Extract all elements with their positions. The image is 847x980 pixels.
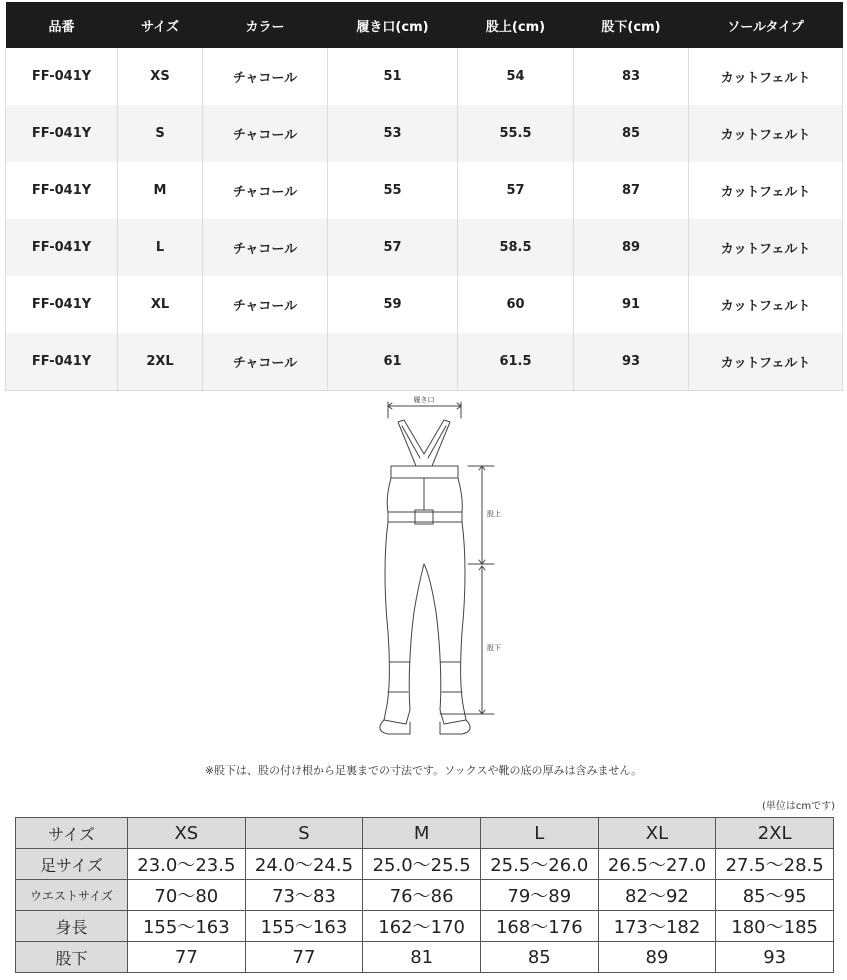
spec-cell: 91 [574, 276, 689, 333]
size-cell: 168～176 [480, 911, 598, 942]
spec-cell: 61 [328, 333, 458, 391]
spec-cell: 2XL [118, 333, 203, 391]
row-label: ウエストサイズ [16, 880, 128, 911]
spec-cell: 59 [328, 276, 458, 333]
spec-cell: 89 [574, 219, 689, 276]
table-row [16, 911, 834, 942]
spec-cell: カットフェルト [689, 162, 843, 219]
spec-cell: カットフェルト [689, 276, 843, 333]
table-row [6, 333, 843, 391]
size-cell: 76～86 [363, 880, 481, 911]
table-row [16, 942, 834, 973]
spec-cell: カットフェルト [689, 48, 843, 105]
spec-cell: FF-041Y [6, 162, 118, 219]
size-cell: 162～170 [363, 911, 481, 942]
spec-cell: L [118, 219, 203, 276]
spec-cell: チャコール [203, 48, 328, 105]
size-cell: 180～185 [716, 911, 834, 942]
spec-header-cell: ソールタイプ [689, 2, 843, 48]
size-cell: 82～92 [598, 880, 716, 911]
row-label: 股下 [16, 942, 128, 973]
size-cell: 27.5～28.5 [716, 849, 834, 880]
inseam-label: 股下 [487, 644, 501, 652]
size-cell: 77 [128, 942, 246, 973]
spec-cell: S [118, 105, 203, 162]
spec-header-cell: 股下(cm) [574, 2, 689, 48]
spec-cell: 54 [458, 48, 574, 105]
size-header-cell: 2XL [716, 818, 834, 849]
spec-cell: 51 [328, 48, 458, 105]
size-cell: 173～182 [598, 911, 716, 942]
spec-cell: 55.5 [458, 105, 574, 162]
spec-cell: 55 [328, 162, 458, 219]
spec-cell: 83 [574, 48, 689, 105]
spec-cell: XL [118, 276, 203, 333]
spec-cell: 57 [458, 162, 574, 219]
size-chart-table [15, 817, 834, 973]
size-header-cell: XS [128, 818, 246, 849]
spec-cell: 61.5 [458, 333, 574, 391]
spec-header-cell: 履き口(cm) [328, 2, 458, 48]
spec-header-cell: サイズ [118, 2, 203, 48]
size-cell: 26.5～27.0 [598, 849, 716, 880]
spec-cell: FF-041Y [6, 105, 118, 162]
size-cell: 81 [363, 942, 481, 973]
spec-header-cell: 品番 [6, 2, 118, 48]
table-row [6, 105, 843, 162]
size-cell: 73～83 [245, 880, 363, 911]
table-row [6, 162, 843, 219]
row-label: 足サイズ [16, 849, 128, 880]
spec-table [5, 2, 843, 391]
spec-cell: 60 [458, 276, 574, 333]
table-row [16, 880, 834, 911]
opening-label: 履き口 [413, 396, 435, 404]
spec-cell: FF-041Y [6, 333, 118, 391]
inseam-note: ※股下は、股の付け根から足裏までの寸法です。ソックスや靴の底の厚みは含みません。 [204, 764, 643, 777]
spec-header-cell: カラー [203, 2, 328, 48]
spec-cell: カットフェルト [689, 105, 843, 162]
rise-label: 股上 [487, 510, 501, 518]
size-cell: 24.0～24.5 [245, 849, 363, 880]
row-label: 身長 [16, 911, 128, 942]
size-cell: 89 [598, 942, 716, 973]
size-cell: 70～80 [128, 880, 246, 911]
table-row [6, 219, 843, 276]
spec-header-row [6, 2, 843, 48]
size-header-cell: L [480, 818, 598, 849]
size-cell: 25.5～26.0 [480, 849, 598, 880]
size-cell: 155～163 [245, 911, 363, 942]
size-cell: 79～89 [480, 880, 598, 911]
spec-cell: チャコール [203, 105, 328, 162]
size-cell: 85 [480, 942, 598, 973]
size-header-row [16, 818, 834, 849]
spec-cell: 87 [574, 162, 689, 219]
table-row [6, 48, 843, 105]
size-header-cell: M [363, 818, 481, 849]
spec-cell: 85 [574, 105, 689, 162]
spec-cell: 93 [574, 333, 689, 391]
spec-cell: FF-041Y [6, 276, 118, 333]
opening-dimension-line [388, 402, 461, 418]
spec-cell: XS [118, 48, 203, 105]
wader-body-outline [380, 420, 470, 734]
table-row [6, 276, 843, 333]
spec-cell: 58.5 [458, 219, 574, 276]
size-cell: 23.0～23.5 [128, 849, 246, 880]
size-header-cell: S [245, 818, 363, 849]
spec-cell: 53 [328, 105, 458, 162]
spec-cell: チャコール [203, 219, 328, 276]
spec-cell: 57 [328, 219, 458, 276]
spec-cell: M [118, 162, 203, 219]
size-cell: 77 [245, 942, 363, 973]
spec-cell: カットフェルト [689, 333, 843, 391]
spec-cell: チャコール [203, 276, 328, 333]
spec-cell: チャコール [203, 333, 328, 391]
table-row [16, 849, 834, 880]
size-cell: 25.0～25.5 [363, 849, 481, 880]
unit-note: (単位はcmです) [761, 801, 835, 812]
size-cell: 93 [716, 942, 834, 973]
size-header-label: サイズ [16, 818, 128, 849]
size-cell: 85～95 [716, 880, 834, 911]
spec-header-cell: 股上(cm) [458, 2, 574, 48]
spec-cell: FF-041Y [6, 48, 118, 105]
size-header-cell: XL [598, 818, 716, 849]
wader-diagram [0, 392, 847, 752]
size-cell: 155～163 [128, 911, 246, 942]
spec-cell: カットフェルト [689, 219, 843, 276]
spec-cell: チャコール [203, 162, 328, 219]
spec-cell: FF-041Y [6, 219, 118, 276]
